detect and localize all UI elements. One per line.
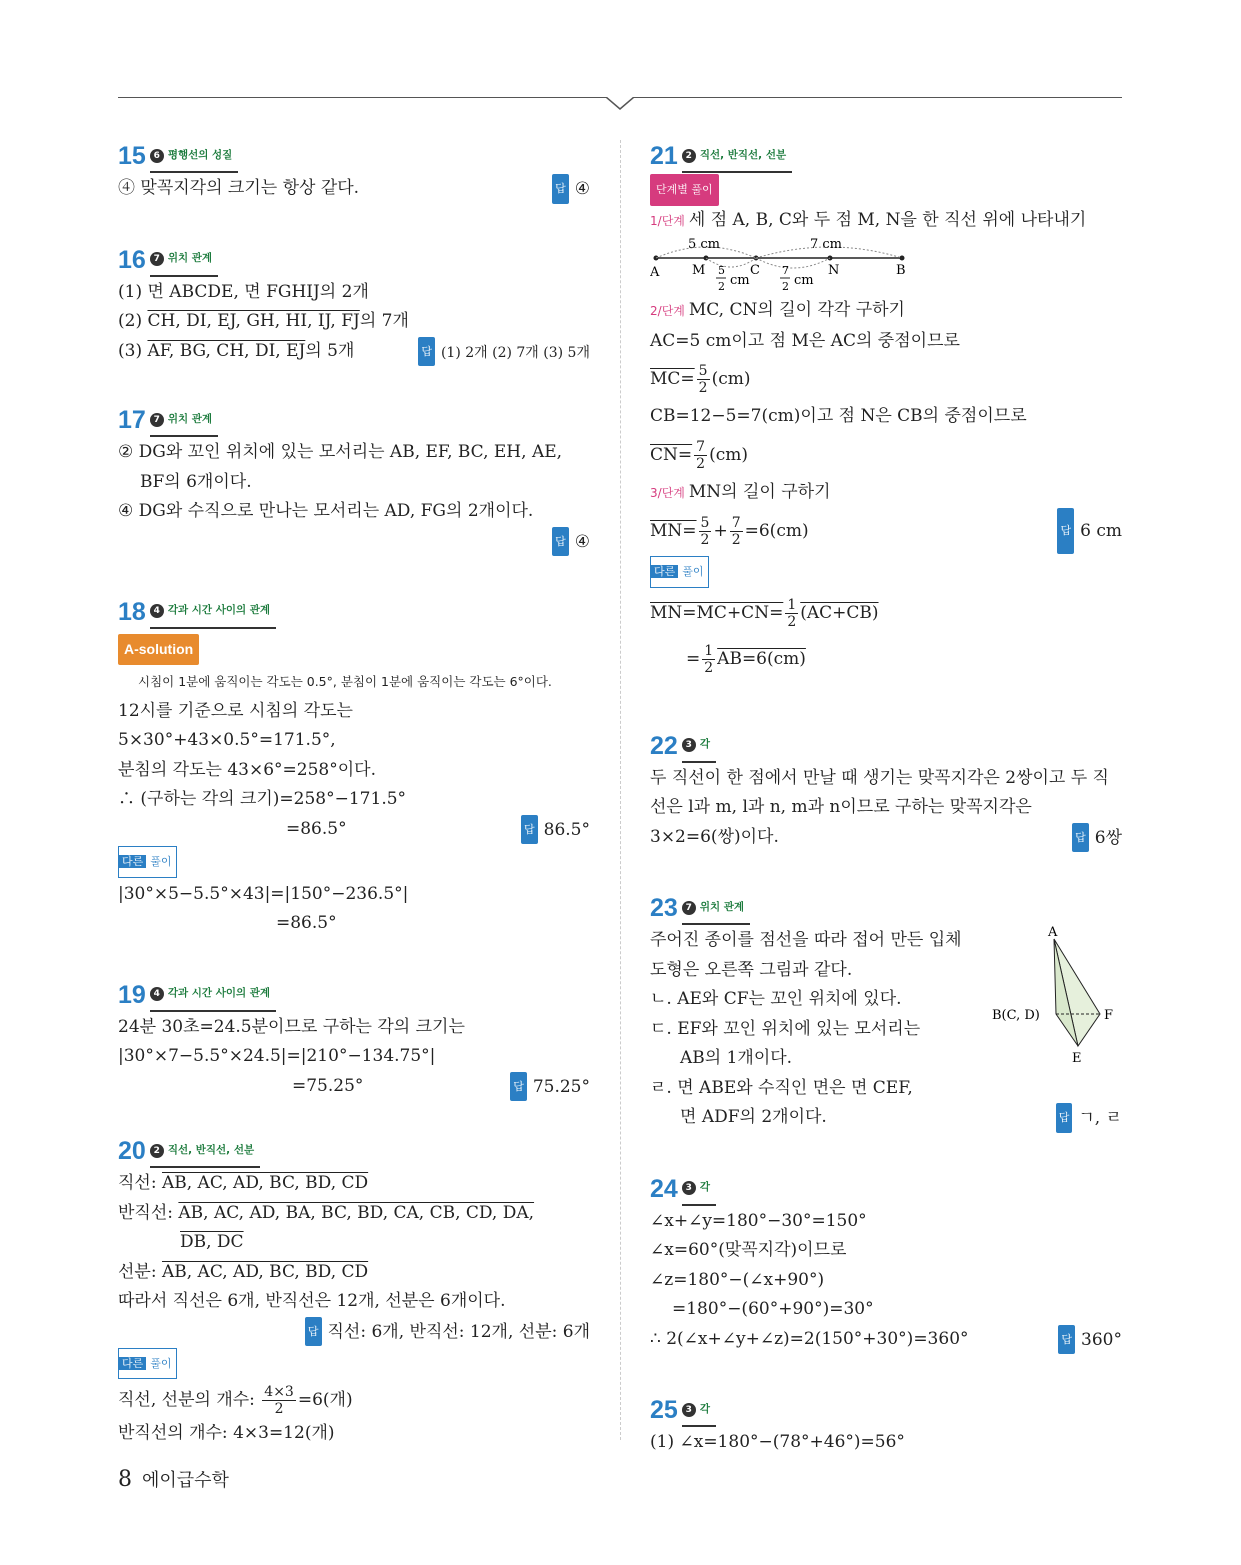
svg-text:M: M — [692, 263, 706, 278]
problem-number: 18 — [118, 597, 146, 626]
answer: 답 ④ — [552, 527, 590, 558]
svg-text:7: 7 — [782, 264, 789, 277]
svg-text:E: E — [1072, 1051, 1082, 1064]
column-divider — [620, 140, 621, 1440]
problem-18: 18 4 각과 시간 사이의 관계 A-solution 시침이 1분에 움직이는 각도는 0.5°, 분침이 1분에 움직이는 각도는 6°이다. 12시를 기준으로 시침의 각도는 5×30°+43×0.5°=171.5°, 분침의 각도는 43×6°=258°이다. ∴ (구하는 각의 크기)=258°−171.5° =86.5° 답 86.5° 다른 풀이 |30°×5−5.5°×43|=|150°−236.5°| =86.5° — [118, 597, 590, 933]
left-column — [118, 140, 590, 1449]
svg-text:5: 5 — [718, 264, 725, 277]
problem-number: 22 — [650, 731, 678, 760]
problem-16: 16 7 위치 관계 (1) 면 ABCDE, 면 FGHIJ의 2개 (2) CH, DI, EJ, GH, HI, IJ, FJ의 7개 (3) AF, BG, CH, DI, EJ의 5개 답 (1) 2개 (2) 7개 (3) 5개 — [118, 244, 590, 367]
problem-number: 19 — [118, 980, 146, 1009]
answer: 답 360° — [1058, 1325, 1122, 1356]
problem-tag: 7 위치 관계 — [682, 893, 750, 926]
segment-diagram — [650, 236, 920, 296]
problem-tag: 2 직선, 반직선, 선분 — [682, 141, 792, 174]
svg-text:2: 2 — [718, 280, 725, 293]
svg-text:2: 2 — [782, 280, 789, 293]
answer: 답 (1) 2개 (2) 7개 (3) 5개 — [418, 337, 590, 369]
svg-text:cm: cm — [730, 273, 750, 288]
step-solution-badge: 단계별 풀이 — [650, 174, 719, 206]
problem-number: 20 — [118, 1137, 146, 1166]
svg-text:5 cm: 5 cm — [688, 237, 721, 252]
answer: 답 ㄱ, ㄹ — [1056, 1103, 1122, 1134]
problem-number: 25 — [650, 1396, 678, 1425]
svg-text:C: C — [750, 263, 760, 278]
problem-tag: 6 평행선의 성질 — [150, 141, 239, 174]
problem-25: 25 3 각 (1) ∠x=180°−(78°+46°)=56° — [650, 1396, 905, 1452]
problem-number: 23 — [650, 894, 678, 923]
problem-17: 17 7 위치 관계 ② DG와 꼬인 위치에 있는 모서리는 AB, EF, BC, EH, AE, BF의 6개이다. ④ DG와 수직으로 만나는 모서리는 AD, FG의 2개이다. 답 ④ — [118, 404, 590, 556]
problem-24: 24 3 각 ∠x+∠y=180°−30°=150° ∠x=60°(맞꼭지각)이므로 ∠z=180°−(∠x+90°) =180°−(60°+90°)=30° ∴ 2(∠x+∠y+∠z)=2(150°+30°)=360° 답 360° — [650, 1173, 1122, 1355]
problem-tag: 4 각과 시간 사이의 관계 — [150, 979, 276, 1012]
problem-21: 21 2 직선, 반직선, 선분 단계별 풀이 1/단계 세 점 A, B, C와 두 점 M, N을 한 직선 위에 나타내기 5 cm 7 cm A M C N B 5 2 cm 7 2 cm 2/단계 MC, CN의 길이 각각 구하기 AC=5 cm이고 점 M은 AC의 중점이므로 MC= $\frac{5}{2}$ (cm) CB=12−5=7(cm)이고 점 N은 CB의 중점이므로 CN= $\frac{7}{2}$ (cm) 3/단계 MN의 길이 구하기 MN= $\frac{5}{2}$ + $\frac{7}{2}$ =6(cm) 답 6 cm 다른 풀이 MN=MC+CN= $\frac{1}{2}$ (AC+CB) = $\frac{1}{2}$ AB=6(cm) — [650, 142, 1122, 676]
svg-text:B: B — [896, 263, 906, 278]
answer: 답 75.25° — [510, 1072, 590, 1103]
right-column — [650, 140, 1122, 1458]
problem-tag: 4 각과 시간 사이의 관계 — [150, 596, 276, 629]
book-title: 에이급수학 — [142, 1470, 229, 1491]
a-solution-badge: A-solution — [118, 634, 199, 666]
problem-23: 23 7 위치 관계 A B(C, D) F E 주어진 종이를 점선을 따라 접어 만든 입체 도형은 오른쪽 그림과 같다. ㄴ. AE와 CF는 꼬인 위치에 있다. ㄷ. EF와 꼬인 위치에 있는 모서리는 AB의 1개이다. ㄹ. 면 ABE와 수직인 면은 면 CEF, 면 ADF의 2개이다. 답 ㄱ, ㄹ — [650, 892, 1122, 1133]
alternative-solution-badge: 다른 풀이 — [118, 846, 177, 878]
answer: 답 ④ — [552, 174, 590, 205]
problem-19: 19 4 각과 시간 사이의 관계 24분 30초=24.5분이므로 구하는 각의 크기는 |30°×7−5.5°×24.5|=|210°−134.75°| =75.25° 답 75.25° — [118, 979, 590, 1102]
problem-tag: 3 각 — [682, 1173, 716, 1206]
svg-text:A: A — [1048, 925, 1058, 940]
problem-20: 20 2 직선, 반직선, 선분 직선: AB, AC, AD, BC, BD, CD 반직선: AB, AC, AD, BA, BC, BD, CA, CB, CD, DA, DB, DC 선분: AB, AC, AD, BC, BD, CD 따라서 직선은 6개, 반직선은 12개, 선분은 6개이다. 답 직선: 6개, 반직선: 12개, 선분: 6개 다른 풀이 직선, 선분의 개수: $\frac{4\times 3}{2}$ =6(개) 반직선의 개수: 4×3=12(개) — [118, 1137, 590, 1443]
top-notch — [606, 97, 634, 111]
page-footer — [118, 1466, 229, 1492]
problem-tag: 7 위치 관계 — [150, 405, 218, 438]
problem-tag: 3 각 — [682, 1395, 716, 1428]
svg-text:N: N — [828, 263, 840, 278]
svg-text:cm: cm — [794, 273, 814, 288]
problem-tag: 3 각 — [682, 730, 716, 763]
problem-tag: 7 위치 관계 — [150, 244, 218, 277]
problem-15: 15 6 평행선의 성질 ④ 맞꼭지각의 크기는 항상 같다. 답 ④ — [118, 140, 590, 204]
problem-22: 22 3 각 두 직선이 한 점에서 만날 때 생기는 맞꼭지각은 2쌍이고 두 직 선은 l과 m, l과 n, m과 n이므로 구하는 맞꼭지각은 3×2=6(쌍)이다. 답 6쌍 — [650, 730, 1122, 853]
problem-tag: 2 직선, 반직선, 선분 — [150, 1136, 260, 1169]
problem-number: 15 — [118, 142, 146, 171]
svg-text:A: A — [650, 265, 660, 280]
problem-number: 17 — [118, 406, 146, 435]
answer: 답 6쌍 — [1072, 823, 1122, 854]
problem-number: 16 — [118, 245, 146, 274]
alternative-solution-badge: 다른 풀이 — [118, 1348, 177, 1380]
page-number: 8 — [118, 1467, 132, 1492]
answer: 답 직선: 6개, 반직선: 12개, 선분: 6개 — [305, 1317, 590, 1348]
problem-number: 24 — [650, 1174, 678, 1203]
problem-number: 21 — [650, 142, 678, 171]
svg-text:F: F — [1104, 1008, 1114, 1023]
svg-text:B(C, D): B(C, D) — [992, 1008, 1040, 1023]
answer: 답 6 cm — [1057, 508, 1122, 554]
alternative-solution-badge: 다른 풀이 — [650, 556, 709, 588]
svg-text:7 cm: 7 cm — [810, 237, 843, 252]
answer: 답 86.5° — [521, 815, 590, 846]
